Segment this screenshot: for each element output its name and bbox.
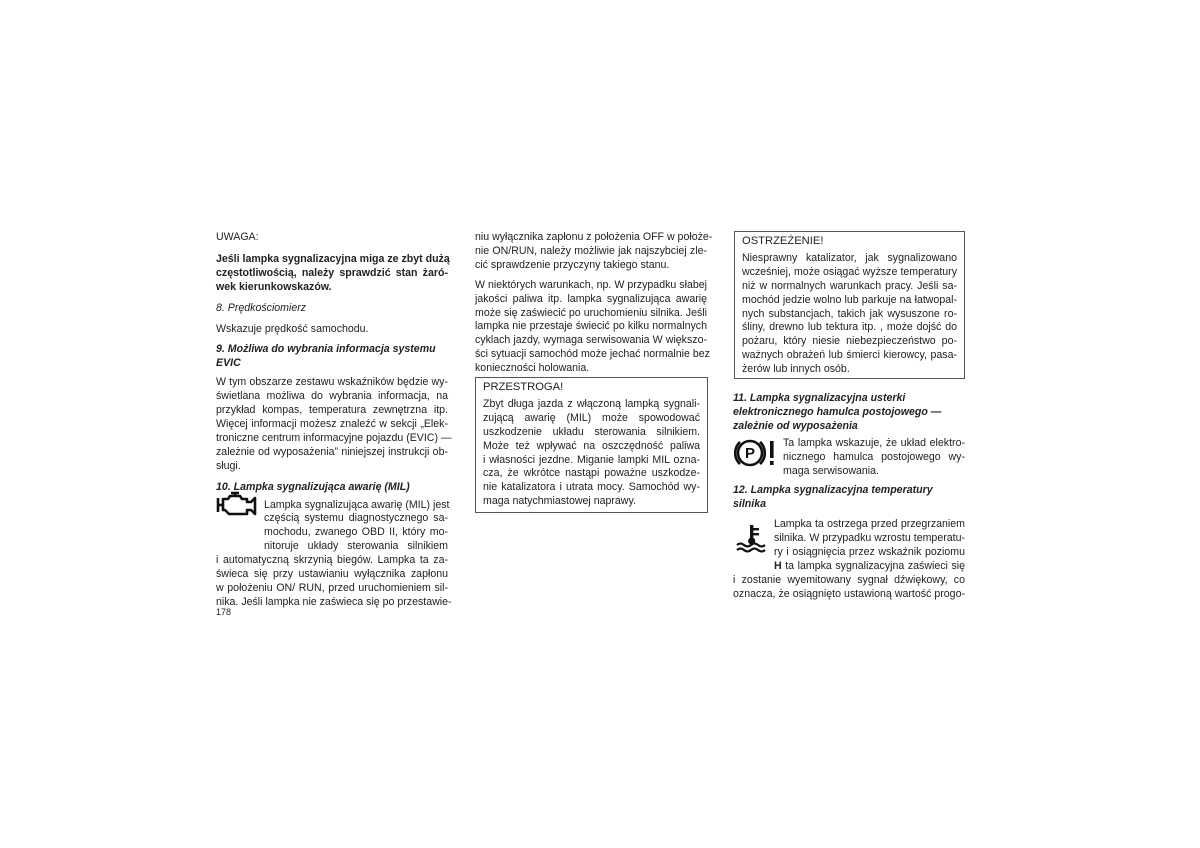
check-engine-icon	[215, 490, 259, 520]
warning-box	[734, 231, 965, 379]
mil-paragraph-2: W niektórych warunkach, np. W przypadku słabej jakości paliwa itp. lampka sygnalizująca awarię może się zaświecić po uruchomieniu silnika. Jeśli lampka nie przestaje świecić po kilku normalnych cyklach jazdy, wymaga serwisowania W większo- ści sytuacji samochód może jechać normalnie bez konieczności holowania.	[475, 278, 710, 375]
section-10-heading: 10. Lampka sygnalizująca awarię (MIL)	[216, 480, 410, 493]
svg-text:P: P	[744, 445, 756, 462]
mil-paragraph-1: niu wyłącznika zapłonu z położenia OFF w położe- nie ON/RUN, należy możliwie jak najszybciej zle- cić sprawdzenie przyczyny takiego stanu.	[475, 231, 713, 271]
section-12-heading: 12. Lampka sygnalizacyjna temperatury silnika	[733, 484, 933, 511]
blinker-warning: Jeśli lampka sygnalizacyjna miga ze zbyt dużą częstotliwością, należy sprawdzić stan żaró- wek kierunkowskazów.	[216, 252, 450, 293]
section-9-text: W tym obszarze zestawu wskaźników będzie wy- świetlana możliwa do wybrania informacja, na przykład kompas, temperatura zewnętrzna itp. Więcej informacji możesz znaleźć w sekcji „Elek- troniczne centrum informacyjne pojazdu (EVIC) — zależnie od wyposażenia” niniejszej instrukcji ob- sługi.	[216, 376, 452, 472]
column-middle	[475, 231, 713, 376]
section-8-heading: 8. Prędkościomierz	[216, 301, 307, 314]
section-10-side-text: Lampka sygnalizująca awarię (MIL) jest częścią systemu diagnostycznego sa- mochodu, zwanego OBD II, który mo- nitoruje układy sterowania silnikiem	[264, 498, 450, 553]
section-12-text: i zostanie wyemitowany sygnał dźwiękowy, co oznacza, że osiągnięto ustawioną wartość progo-	[733, 573, 965, 600]
warning-text: Niesprawny katalizator, jak sygnalizowano wcześniej, może osiągać wyższe temperatury niż w normalnych warunkach pracy. Jeśli sa- mochód jedzie wolno lub parkuje na łatwopal- nych substancjach, takich jak wysuszone ro- śliny, drewno lub tektura itp. , może dojść do pożaru, który niesie niebezpieczeństwo po- ważnych obrażeń lub śmierci kierowcy, pasa- żerów lub innych osób.	[742, 251, 957, 376]
caution-text: Zbyt długa jazda z włączoną lampką sygnali- zującą awarię (MIL) może spowodować uszkodzenie układu sterowania silnikiem. Może też wpływać na oszczędność paliwa i własności jezdne. Miganie lampki MIL ozna- cza, że wkrótce nastąpi poważne uszkodze- nie katalizatora i utrata mocy. Samochód wy- maga natychmiastowej naprawy.	[483, 397, 700, 508]
h-indicator-letter: H	[774, 559, 782, 572]
section-9-heading: 9. Możliwa do wybrania informacja systemu EVIC	[216, 343, 436, 370]
section-11-text: Ta lampka wskazuje, że układ elektro- nicznego hamulca postojowego wy- maga serwisowania.	[783, 436, 965, 477]
warning-title: OSTRZEŻENIE!	[742, 235, 824, 247]
page-number: 178	[216, 607, 232, 617]
section-10-text: i automatyczną skrzynią biegów. Lampka ta za- świeca się przy ustawianiu wyłącznika zapłonu w położeniu ON/ RUN, przed uruchomieniem sil- nika. Jeśli lampka nie zaświeca się po przestawie-	[216, 554, 452, 608]
section-8-text: Wskazuje prędkość samochodu.	[216, 322, 369, 335]
section-12-side-text: Lampka ta ostrzega przed przegrzaniem silnika. W przypadku wzrostu temperatu- ry i osiągnięcia przez wskaźnik poziomu H ta lampka sygnalizacyjna zaświeci się	[774, 518, 965, 572]
column-right	[733, 392, 965, 602]
section-11-heading: 11. Lampka sygnalizacyjna usterki elektronicznego hamulca postojowego — zależnie od wyposażenia	[733, 392, 942, 432]
note-label: UWAGA:	[216, 231, 259, 243]
engine-temperature-icon	[734, 524, 770, 554]
column-left	[216, 231, 452, 610]
caution-box	[475, 377, 708, 513]
caution-title: PRZESTROGA!	[483, 381, 564, 393]
parking-brake-fault-icon	[734, 436, 778, 470]
